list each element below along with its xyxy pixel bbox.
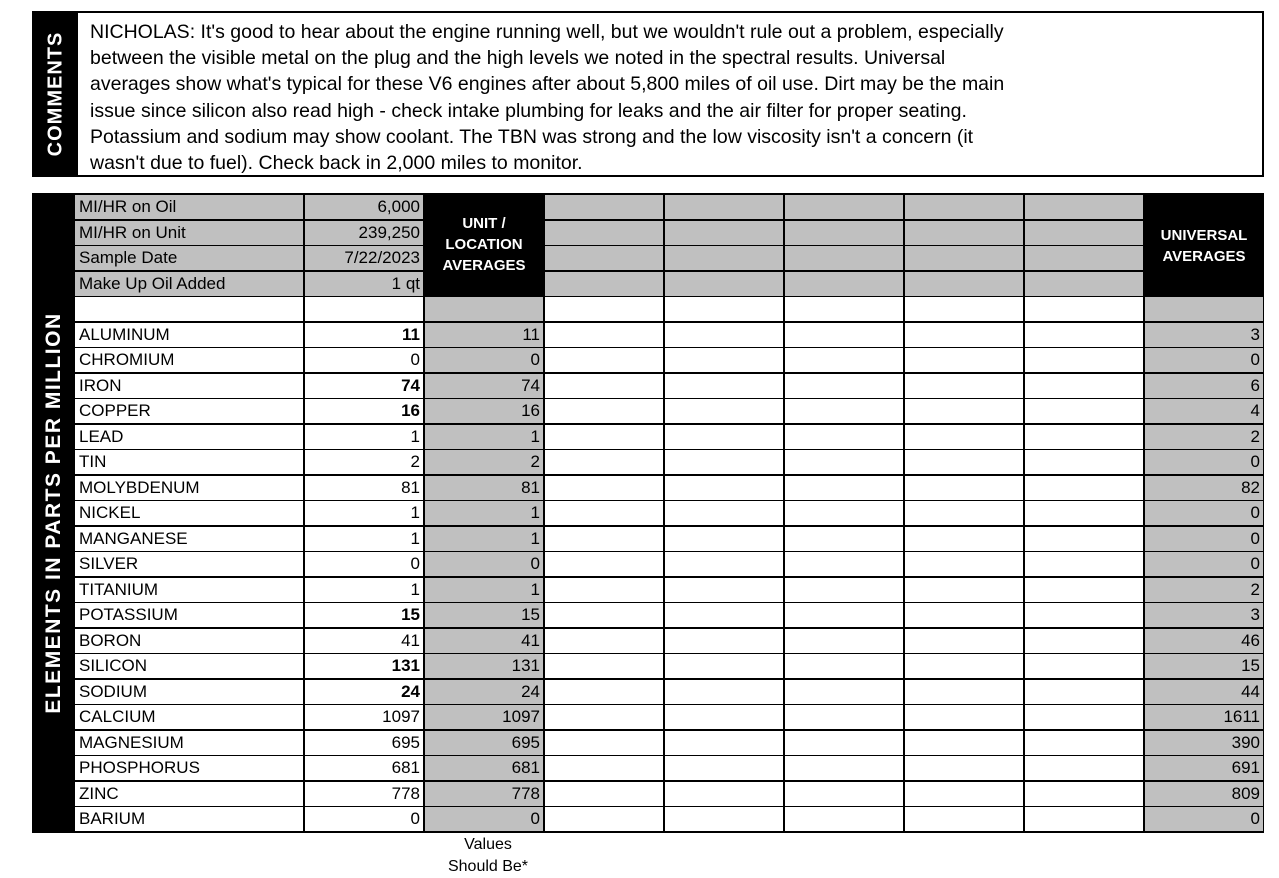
blank-cell (545, 425, 663, 449)
universal-average: 809 (1145, 782, 1263, 806)
blank-cell (1025, 374, 1143, 398)
comment-line: NICHOLAS: It's good to hear about the engine running well, but we wouldn't rule out a problem, especially (90, 21, 1004, 43)
comments-label-bar (34, 13, 78, 175)
blank-cell (665, 680, 783, 704)
blank-cell (545, 450, 663, 474)
footnote-line: Values (464, 836, 512, 853)
blank-cell (665, 476, 783, 500)
info-value: 239,250 (305, 221, 423, 245)
blank-cell (1025, 578, 1143, 602)
blank-cell (665, 323, 783, 347)
element-value: 1097 (305, 705, 423, 729)
blank-cell (905, 399, 1023, 423)
universal-average: 3 (1145, 603, 1263, 627)
info-value: 7/22/2023 (305, 246, 423, 270)
blank-cell (665, 272, 783, 296)
info-label: MI/HR on Unit (75, 221, 303, 245)
blank-cell (665, 527, 783, 551)
blank-cell (665, 629, 783, 653)
blank-cell (785, 425, 903, 449)
info-row (75, 195, 1263, 219)
element-name: SILICON (75, 654, 303, 678)
blank-cell (1025, 654, 1143, 678)
blank-cell (785, 527, 903, 551)
universal-average: 15 (1145, 654, 1263, 678)
blank-cell (545, 348, 663, 372)
element-value: 74 (305, 374, 423, 398)
universal-average: 0 (1145, 552, 1263, 576)
blank-cell (665, 425, 783, 449)
blank-cell (665, 246, 783, 270)
universal-average: 390 (1145, 731, 1263, 755)
info-value: 6,000 (305, 195, 423, 219)
blank-cell (905, 501, 1023, 525)
element-name: MANGANESE (75, 527, 303, 551)
blank-cell (545, 705, 663, 729)
element-name: IRON (75, 374, 303, 398)
blank-cell (545, 399, 663, 423)
blank-cell (905, 246, 1023, 270)
element-name: CALCIUM (75, 705, 303, 729)
blank-cell (905, 807, 1023, 831)
unit-average: 1097 (425, 705, 543, 729)
blank-cell (905, 374, 1023, 398)
blank-cell (785, 501, 903, 525)
blank-cell (905, 603, 1023, 627)
universal-header-line: UNIVERSAL (1160, 227, 1248, 244)
element-row (75, 731, 1263, 755)
blank-cell (785, 782, 903, 806)
universal-average: 691 (1145, 756, 1263, 780)
element-name: PHOSPHORUS (75, 756, 303, 780)
unit-header-line: AVERAGES (442, 257, 526, 274)
universal-average: 46 (1145, 629, 1263, 653)
blank-cell (665, 195, 783, 219)
blank-cell (785, 246, 903, 270)
blank-cell (545, 629, 663, 653)
unit-average: 41 (425, 629, 543, 653)
blank-cell (545, 297, 663, 321)
blank-cell (665, 807, 783, 831)
element-row (75, 450, 1263, 474)
element-value: 0 (305, 807, 423, 831)
element-row (75, 654, 1263, 678)
blank-cell (785, 348, 903, 372)
blank-cell (905, 272, 1023, 296)
blank-cell (785, 552, 903, 576)
element-row (75, 476, 1263, 500)
blank-cell (665, 297, 783, 321)
blank-cell (665, 348, 783, 372)
element-value: 1 (305, 527, 423, 551)
blank-cell (1025, 782, 1143, 806)
info-row (75, 221, 1263, 245)
blank-cell (545, 323, 663, 347)
blank-cell (1025, 705, 1143, 729)
unit-average: 1 (425, 578, 543, 602)
comment-line: issue since silicon also read high - check intake plumbing for leaks and the air filter for proper seating. (90, 99, 967, 122)
blank-cell (785, 680, 903, 704)
info-row (75, 246, 1263, 270)
info-row (75, 272, 1263, 296)
element-name: TITANIUM (75, 578, 303, 602)
blank-cell (545, 195, 663, 219)
unit-average: 0 (425, 552, 543, 576)
element-value: 1 (305, 578, 423, 602)
element-row (75, 807, 1263, 831)
element-value: 11 (305, 323, 423, 347)
blank-cell (1025, 527, 1143, 551)
blank-cell (905, 629, 1023, 653)
elements-side-label: ELEMENTS IN PARTS PER MILLION (41, 312, 65, 714)
blank-cell (1025, 323, 1143, 347)
blank-cell (905, 731, 1023, 755)
blank-cell (545, 527, 663, 551)
blank-cell (905, 578, 1023, 602)
unit-average: 778 (425, 782, 543, 806)
element-value: 16 (305, 399, 423, 423)
blank-cell (785, 705, 903, 729)
blank-cell (1025, 195, 1143, 219)
unit-average: 16 (425, 399, 543, 423)
element-row (75, 323, 1263, 347)
blank-cell (905, 476, 1023, 500)
element-value: 0 (305, 348, 423, 372)
blank-cell (905, 348, 1023, 372)
element-name: BORON (75, 629, 303, 653)
blank-cell (1025, 348, 1143, 372)
comments-box (32, 11, 1264, 177)
blank-cell (545, 552, 663, 576)
blank-cell (785, 476, 903, 500)
universal-average: 0 (1145, 807, 1263, 831)
unit-average: 0 (425, 807, 543, 831)
element-row (75, 629, 1263, 653)
element-row (75, 399, 1263, 423)
comment-line: wasn't due to fuel). Check back in 2,000 miles to monitor. (90, 152, 583, 175)
unit-header-line: LOCATION (445, 236, 523, 253)
blank-cell (1025, 399, 1143, 423)
info-value: 1 qt (305, 272, 423, 296)
unit-average: 0 (425, 348, 543, 372)
blank-cell (905, 195, 1023, 219)
blank-cell (665, 374, 783, 398)
element-name: MOLYBDENUM (75, 476, 303, 500)
element-value: 681 (305, 756, 423, 780)
element-row (75, 578, 1263, 602)
universal-header-line: AVERAGES (1162, 248, 1246, 265)
blank-cell (1025, 552, 1143, 576)
universal-average: 0 (1145, 450, 1263, 474)
element-row (75, 680, 1263, 704)
blank-cell (1025, 425, 1143, 449)
blank-cell (665, 603, 783, 627)
element-value: 1 (305, 425, 423, 449)
footnote-line: Should Be* (447, 858, 529, 875)
blank-cell (785, 374, 903, 398)
blank-cell (785, 629, 903, 653)
blank-cell (1025, 603, 1143, 627)
element-value: 1 (305, 501, 423, 525)
element-row (75, 756, 1263, 780)
universal-average: 0 (1145, 527, 1263, 551)
blank-cell (665, 399, 783, 423)
element-value: 2 (305, 450, 423, 474)
comment-line: Potassium and sodium may show coolant. The TBN was strong and the low viscosity isn't a concern (it (90, 125, 974, 148)
comments-text (90, 19, 1130, 176)
blank-cell (785, 654, 903, 678)
blank-cell (785, 731, 903, 755)
universal-average: 0 (1145, 348, 1263, 372)
blank-cell (545, 501, 663, 525)
element-name: COPPER (75, 399, 303, 423)
blank-cell (905, 425, 1023, 449)
universal-average: 2 (1145, 425, 1263, 449)
element-name: LEAD (75, 425, 303, 449)
element-name: NICKEL (75, 501, 303, 525)
universal-average: 1611 (1145, 705, 1263, 729)
blank-cell (665, 450, 783, 474)
unit-header-line: UNIT / (462, 215, 506, 232)
blank-cell (1025, 476, 1143, 500)
blank-cell (545, 680, 663, 704)
blank-cell (665, 578, 783, 602)
element-name: POTASSIUM (75, 603, 303, 627)
element-row (75, 374, 1263, 398)
blank-cell (905, 782, 1023, 806)
blank-cell (905, 705, 1023, 729)
universal-averages-header (1145, 195, 1263, 295)
info-label: Make Up Oil Added (75, 272, 303, 296)
blank-cell (545, 807, 663, 831)
element-name: SILVER (75, 552, 303, 576)
blank-cell (665, 756, 783, 780)
values-footnote (428, 834, 548, 878)
blank-cell (545, 246, 663, 270)
unit-average: 1 (425, 501, 543, 525)
element-name: ZINC (75, 782, 303, 806)
blank-cell (785, 195, 903, 219)
blank-cell (785, 323, 903, 347)
elements-label-bar (32, 193, 75, 833)
comment-line: between the visible metal on the plug and the high levels we noted in the spectral results. Universal (90, 47, 946, 70)
blank-cell (665, 501, 783, 525)
element-row (75, 705, 1263, 729)
unit-average: 15 (425, 603, 543, 627)
blank-cell (665, 705, 783, 729)
blank-cell (665, 731, 783, 755)
blank-cell (1025, 680, 1143, 704)
blank-cell (785, 450, 903, 474)
blank-cell (785, 603, 903, 627)
universal-average: 4 (1145, 399, 1263, 423)
blank-cell (785, 578, 903, 602)
universal-average: 44 (1145, 680, 1263, 704)
blank-cell (75, 297, 303, 321)
blank-cell (665, 782, 783, 806)
unit-average: 11 (425, 323, 543, 347)
unit-average: 24 (425, 680, 543, 704)
blank-cell (1025, 629, 1143, 653)
blank-cell (1025, 246, 1143, 270)
element-value: 131 (305, 654, 423, 678)
universal-average: 0 (1145, 501, 1263, 525)
unit-average: 695 (425, 731, 543, 755)
element-row (75, 425, 1263, 449)
universal-average: 3 (1145, 323, 1263, 347)
blank-cell (905, 221, 1023, 245)
oil-analysis-table (32, 193, 1264, 833)
blank-cell (785, 272, 903, 296)
element-row (75, 501, 1263, 525)
blank-cell (1025, 297, 1143, 321)
element-value: 695 (305, 731, 423, 755)
blank-cell (1025, 272, 1143, 296)
blank-cell (1145, 297, 1263, 321)
blank-cell (905, 323, 1023, 347)
blank-row (75, 297, 1263, 321)
blank-cell (1025, 756, 1143, 780)
blank-cell (545, 578, 663, 602)
blank-cell (1025, 221, 1143, 245)
element-row (75, 348, 1263, 372)
blank-cell (665, 552, 783, 576)
comment-line: averages show what's typical for these V6 engines after about 5,800 miles of oil use. Dirt may be the main (90, 73, 1005, 96)
blank-cell (665, 221, 783, 245)
blank-cell (785, 807, 903, 831)
blank-cell (905, 450, 1023, 474)
comments-label: COMMENTS (44, 31, 67, 157)
blank-cell (1025, 501, 1143, 525)
blank-cell (665, 654, 783, 678)
blank-cell (785, 221, 903, 245)
universal-average: 82 (1145, 476, 1263, 500)
unit-average: 74 (425, 374, 543, 398)
info-label: Sample Date (75, 246, 303, 270)
element-name: SODIUM (75, 680, 303, 704)
element-name: MAGNESIUM (75, 731, 303, 755)
unit-average: 1 (425, 425, 543, 449)
blank-cell (545, 731, 663, 755)
blank-cell (785, 756, 903, 780)
blank-cell (905, 756, 1023, 780)
unit-average: 131 (425, 654, 543, 678)
blank-cell (425, 297, 543, 321)
element-row (75, 552, 1263, 576)
blank-cell (905, 527, 1023, 551)
blank-cell (545, 374, 663, 398)
element-name: ALUMINUM (75, 323, 303, 347)
blank-cell (545, 782, 663, 806)
blank-cell (905, 654, 1023, 678)
element-row (75, 603, 1263, 627)
unit-average: 2 (425, 450, 543, 474)
element-row (75, 782, 1263, 806)
blank-cell (1025, 450, 1143, 474)
element-value: 0 (305, 552, 423, 576)
element-value: 778 (305, 782, 423, 806)
unit-average: 681 (425, 756, 543, 780)
unit-location-header (425, 195, 543, 295)
element-value: 41 (305, 629, 423, 653)
blank-cell (545, 603, 663, 627)
blank-cell (545, 654, 663, 678)
element-value: 24 (305, 680, 423, 704)
blank-cell (545, 272, 663, 296)
unit-average: 1 (425, 527, 543, 551)
blank-cell (545, 221, 663, 245)
element-name: TIN (75, 450, 303, 474)
element-row (75, 527, 1263, 551)
universal-average: 6 (1145, 374, 1263, 398)
element-value: 15 (305, 603, 423, 627)
unit-average: 81 (425, 476, 543, 500)
blank-cell (1025, 807, 1143, 831)
blank-cell (1025, 731, 1143, 755)
element-name: CHROMIUM (75, 348, 303, 372)
blank-cell (545, 756, 663, 780)
element-name: BARIUM (75, 807, 303, 831)
blank-cell (785, 399, 903, 423)
element-value: 81 (305, 476, 423, 500)
blank-cell (905, 680, 1023, 704)
info-label: MI/HR on Oil (75, 195, 303, 219)
blank-cell (785, 297, 903, 321)
blank-cell (545, 476, 663, 500)
universal-average: 2 (1145, 578, 1263, 602)
blank-cell (305, 297, 423, 321)
blank-cell (905, 552, 1023, 576)
blank-cell (905, 297, 1023, 321)
